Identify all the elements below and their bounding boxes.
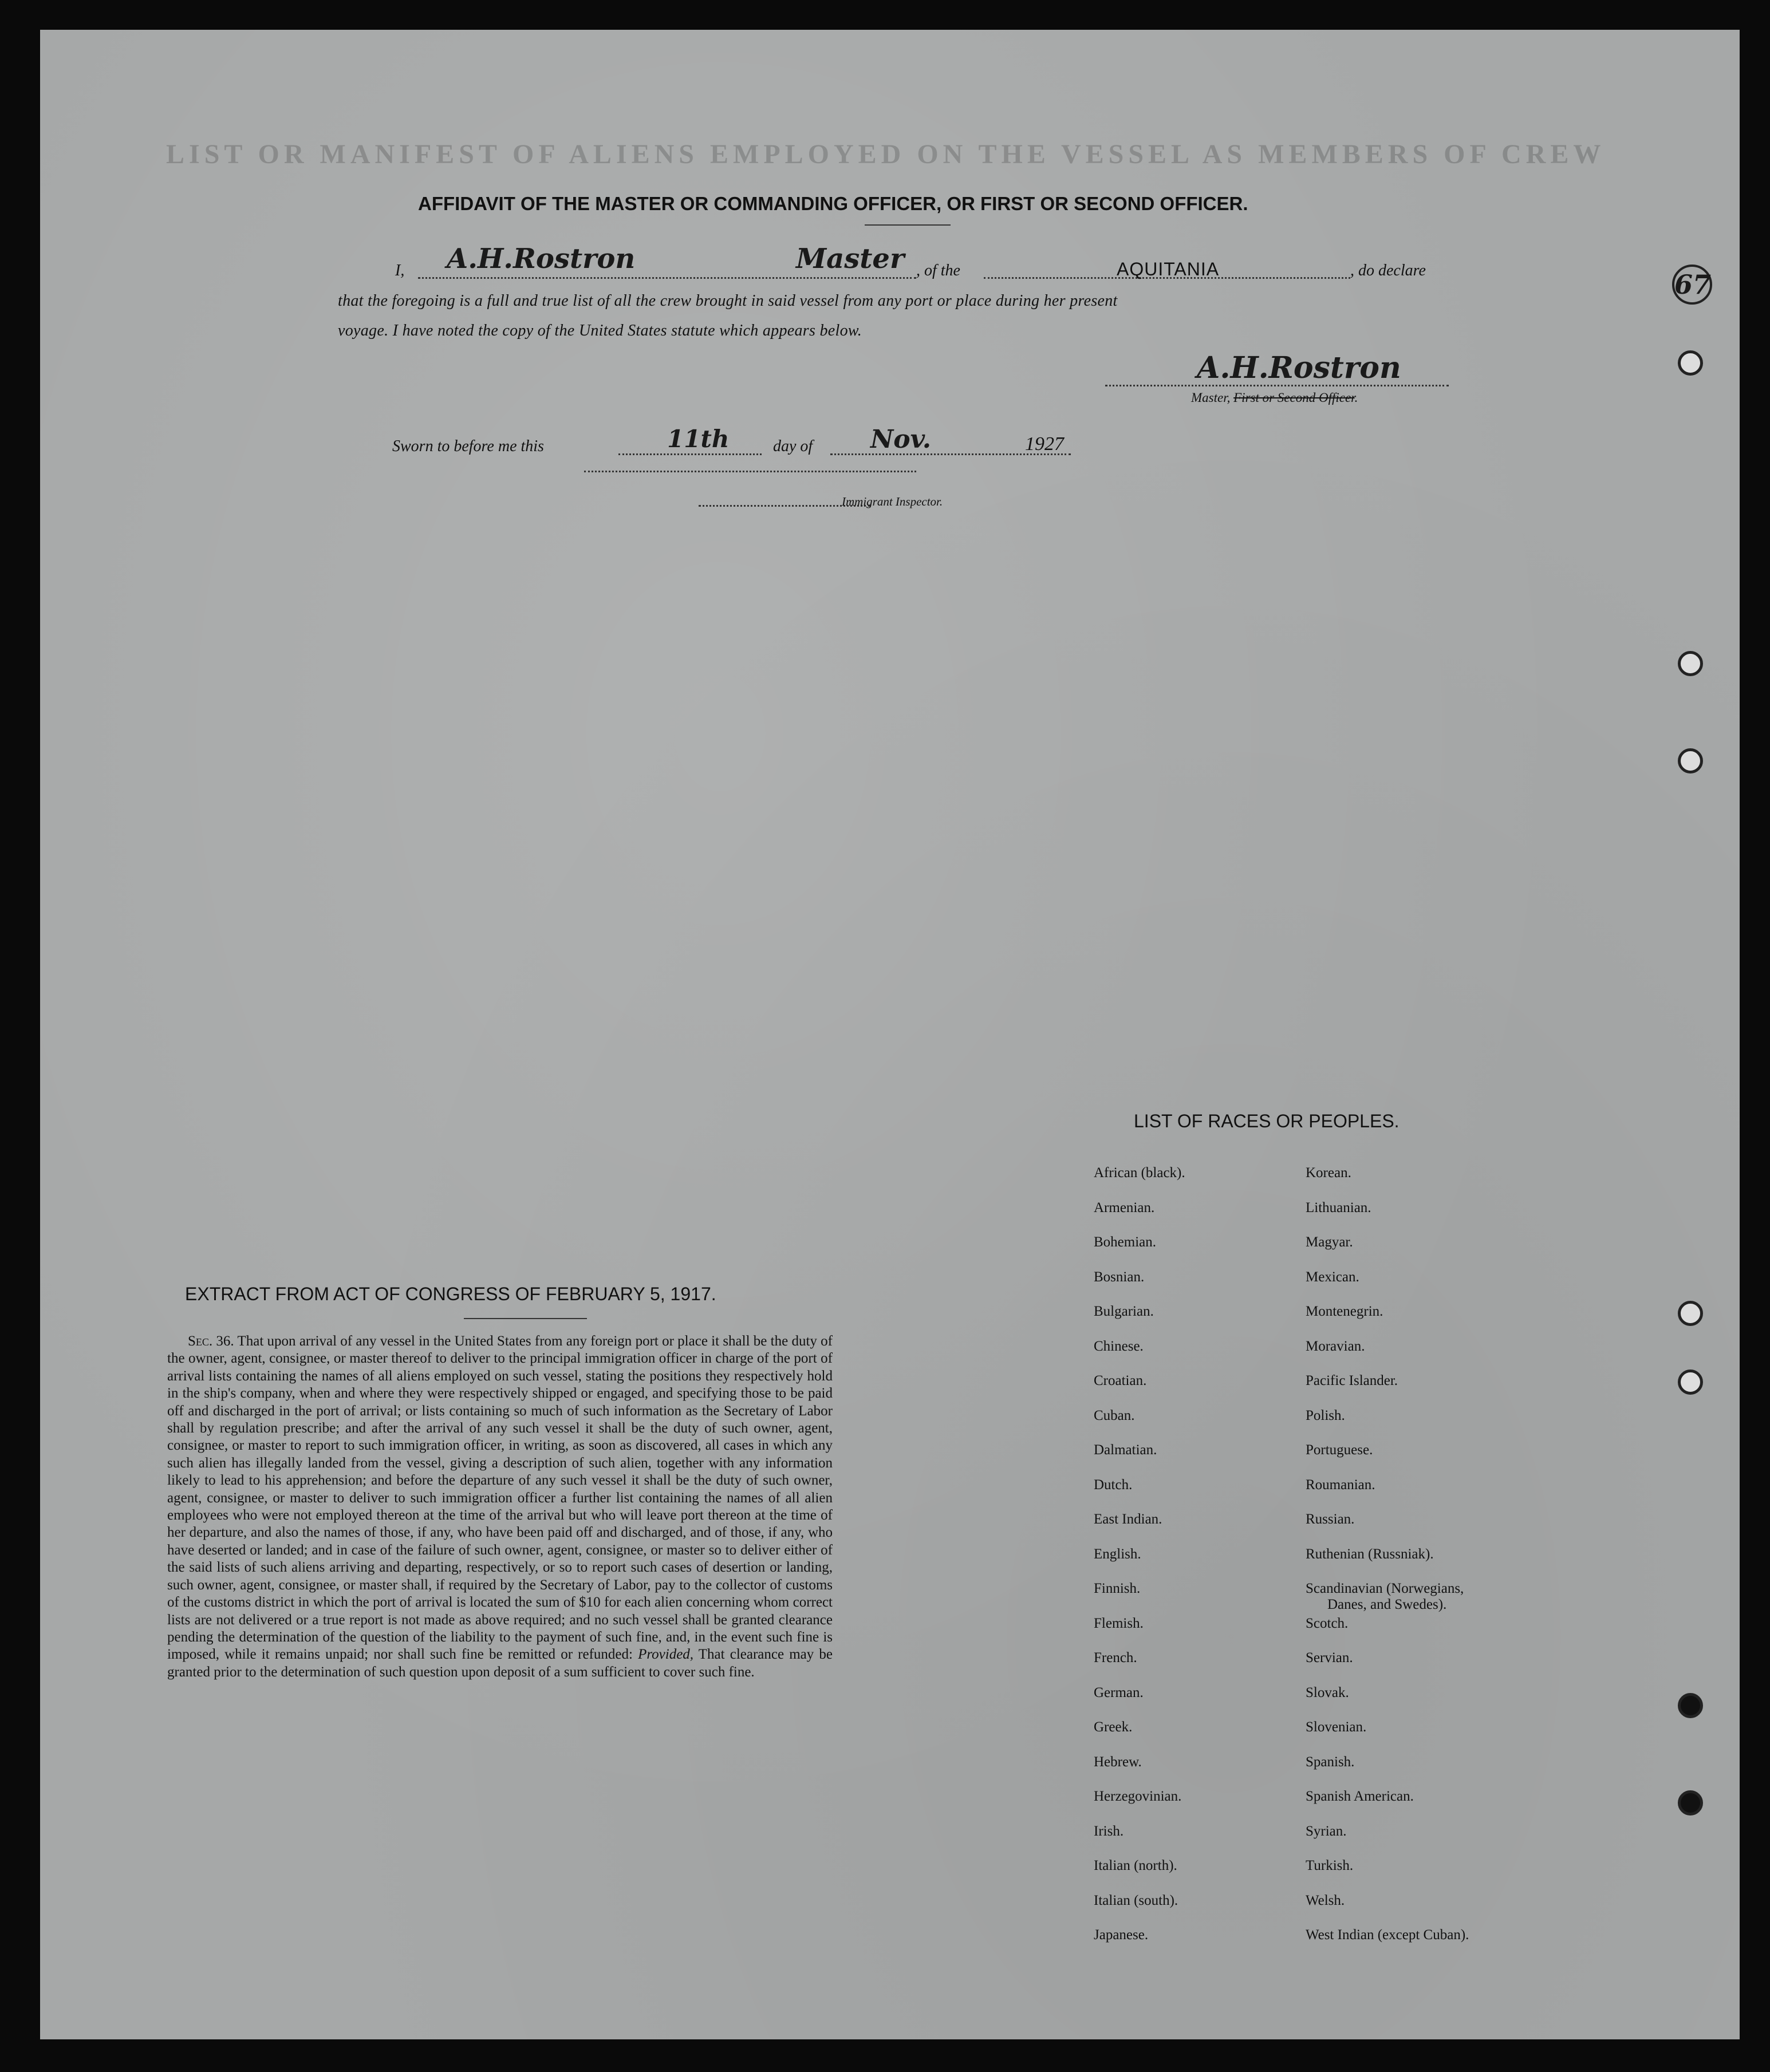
- sworn-day: 11th: [667, 425, 730, 453]
- race-item: Syrian.: [1306, 1823, 1347, 1839]
- race-item: Bosnian.: [1094, 1269, 1145, 1285]
- affidavit-line-2: that the foregoing is a full and true list of all the crew brought in said vessel from any port or place during her present: [338, 292, 1118, 310]
- race-item: Italian (north).: [1094, 1858, 1177, 1873]
- rank-handwritten: Master: [796, 243, 905, 275]
- extract-divider: [464, 1318, 587, 1319]
- punch-hole-icon: [1678, 1301, 1703, 1326]
- race-item: Japanese.: [1094, 1927, 1149, 1943]
- race-item: Chinese.: [1094, 1338, 1144, 1354]
- caption-master: Master,: [1191, 390, 1231, 405]
- extract-body: [167, 1333, 833, 1681]
- race-item: Servian.: [1306, 1650, 1353, 1666]
- race-item: Slovak.: [1306, 1684, 1349, 1700]
- race-item: Korean.: [1306, 1165, 1351, 1181]
- race-item: Polish.: [1306, 1407, 1345, 1423]
- affidavit-intro: I,: [395, 262, 405, 279]
- affidavit-title: AFFIDAVIT OF THE MASTER OR COMMANDING OFFICER, OR FIRST OR SECOND OFFICER.: [418, 193, 1248, 214]
- race-item: Croatian.: [1094, 1373, 1147, 1388]
- caption-period: .: [1354, 390, 1358, 405]
- name-blank: [418, 277, 916, 279]
- race-item: Russian.: [1306, 1511, 1355, 1527]
- race-item: Slovenian.: [1306, 1719, 1367, 1735]
- title-divider: [865, 224, 951, 226]
- punch-hole-icon: [1678, 651, 1703, 676]
- punch-hole-icon: [1678, 1693, 1703, 1718]
- caption-struck-officer: First or Second Officer: [1233, 390, 1355, 405]
- race-item: African (black).: [1094, 1165, 1185, 1181]
- race-item: Turkish.: [1306, 1858, 1354, 1873]
- master-name-signature: A.H.Rostron: [447, 243, 636, 275]
- affidavit-line-3: voyage. I have noted the copy of the United States statute which appears below.: [338, 322, 862, 340]
- race-item: Bohemian.: [1094, 1234, 1157, 1250]
- punch-hole-icon: [1678, 350, 1703, 376]
- inspector-caption: Immigrant Inspector.: [842, 495, 943, 508]
- do-declare-label: , do declare: [1350, 262, 1426, 279]
- extract-provided-label: Provided,: [638, 1647, 694, 1663]
- sworn-label: Sworn to before me this: [392, 437, 544, 455]
- extract-title: EXTRACT FROM ACT OF CONGRESS OF FEBRUARY 5, 1917.: [185, 1284, 716, 1304]
- signature-line: [1105, 385, 1449, 386]
- vessel-name: AQUITANIA: [1117, 259, 1220, 279]
- race-item: Irish.: [1094, 1823, 1124, 1839]
- extract-section-label: Sec. 36.: [188, 1333, 234, 1349]
- race-item: Cuban.: [1094, 1407, 1135, 1423]
- extract-text: That upon arrival of any vessel in the United States from any foreign port or place it shall be the duty of the owner, agent, consignee, or master thereof to deliver to the principal immigration officer in charge of the port of arrival lists containing the names of all aliens employed on such vessel, stating the positions they respectively hold in the ship's company, when and where they were respectively shipped or engaged, and specifying those to be paid off and discharged in the port of arrival; or lists containing so much of such information as the Secretary of Labor shall by regulation prescribe; and after the arrival of any such vessel it shall be the duty of such owner, agent, consignee, or master to report to such immigration officer, in writing, as soon as discovered, all cases in which any such alien has illegally landed from the vessel, giving a description of such alien, together with any information likely to lead to his apprehension; and before the departure of any such vessel it shall be the duty of such owner, agent, consignee, or master to deliver to such immigration officer a further list containing the names of all alien employees who were not employed thereon at the time of the arrival but who will leave port thereon at the time of her departure, and also the names of those, if any, who have been paid off and discharged, and of those, if any, who have deserted or landed; and in case of the failure of such owner, agent, consignee, or master so to deliver either of the said lists of such aliens arriving and departing, respectively, or so to report such cases of desertion or landing, such owner, agent, consignee, or master shall, if required by the Secretary of Labor, pay to the collector of customs of the customs district in which the port of arrival is located the sum of $10 for each alien concerning whom correct lists are not delivered or a true report is not made as above required; and no such vessel shall be granted clearance pending the determination of the question of the liability to the payment of such fine, and, in the event such fine is imposed, while it remains unpaid; nor shall such fine be remitted or refunded:: [167, 1333, 833, 1663]
- race-item: Bulgarian.: [1094, 1304, 1154, 1319]
- punch-hole-icon: [1678, 748, 1703, 773]
- race-item-continuation: Danes, and Swedes).: [1327, 1597, 1447, 1612]
- race-item: West Indian (except Cuban).: [1306, 1927, 1469, 1943]
- punch-hole-icon: [1678, 1790, 1703, 1816]
- race-item: Lithuanian.: [1306, 1199, 1371, 1215]
- document-page: [40, 30, 1740, 2039]
- day-of-label: day of: [773, 437, 813, 455]
- sworn-day-blank: [618, 453, 762, 455]
- sworn-month: Nov.: [870, 425, 932, 454]
- race-item: Mexican.: [1306, 1269, 1359, 1285]
- signature-caption: [1191, 390, 1358, 405]
- race-item: Herzegovinian.: [1094, 1789, 1182, 1804]
- race-item: Magyar.: [1306, 1234, 1353, 1250]
- race-item: Spanish.: [1306, 1754, 1355, 1770]
- master-signature: A.H.Rostron: [1197, 350, 1401, 385]
- race-item: Dalmatian.: [1094, 1442, 1157, 1458]
- race-item: Ruthenian (Russniak).: [1306, 1546, 1434, 1562]
- race-item: English.: [1094, 1546, 1141, 1562]
- race-item: Scandinavian (Norwegians,: [1306, 1581, 1464, 1596]
- race-item: Montenegrin.: [1306, 1304, 1383, 1319]
- sworn-year: 1927: [1025, 433, 1064, 455]
- ghost-header: LIST OR MANIFEST OF ALIENS EMPLOYED ON THE VESSEL AS MEMBERS OF CREW: [166, 139, 1606, 169]
- of-the-label: , of the: [916, 262, 960, 279]
- race-item: French.: [1094, 1650, 1137, 1666]
- race-item: Pacific Islander.: [1306, 1373, 1398, 1388]
- races-title: LIST OF RACES OR PEOPLES.: [1134, 1111, 1400, 1131]
- race-item: Scotch.: [1306, 1615, 1349, 1631]
- race-item: German.: [1094, 1684, 1144, 1700]
- race-item: East Indian.: [1094, 1511, 1162, 1527]
- inspector-blank: [584, 471, 916, 472]
- race-item: Roumanian.: [1306, 1477, 1375, 1493]
- extract-provided-text: That clearance may be granted prior to the determination of such question upon deposit of a sum sufficient to cover such fine.: [167, 1647, 833, 1680]
- race-item: Dutch.: [1094, 1477, 1133, 1493]
- punch-hole-icon: [1678, 1370, 1703, 1395]
- race-item: Italian (south).: [1094, 1892, 1178, 1908]
- page-number: 67: [1672, 265, 1712, 305]
- race-item: Armenian.: [1094, 1199, 1155, 1215]
- race-item: Portuguese.: [1306, 1442, 1373, 1458]
- race-item: Moravian.: [1306, 1338, 1365, 1354]
- race-item: Hebrew.: [1094, 1754, 1142, 1770]
- race-item: Spanish American.: [1306, 1789, 1414, 1804]
- race-item: Greek.: [1094, 1719, 1133, 1735]
- race-item: Welsh.: [1306, 1892, 1345, 1908]
- race-item: Finnish.: [1094, 1581, 1141, 1596]
- race-item: Flemish.: [1094, 1615, 1144, 1631]
